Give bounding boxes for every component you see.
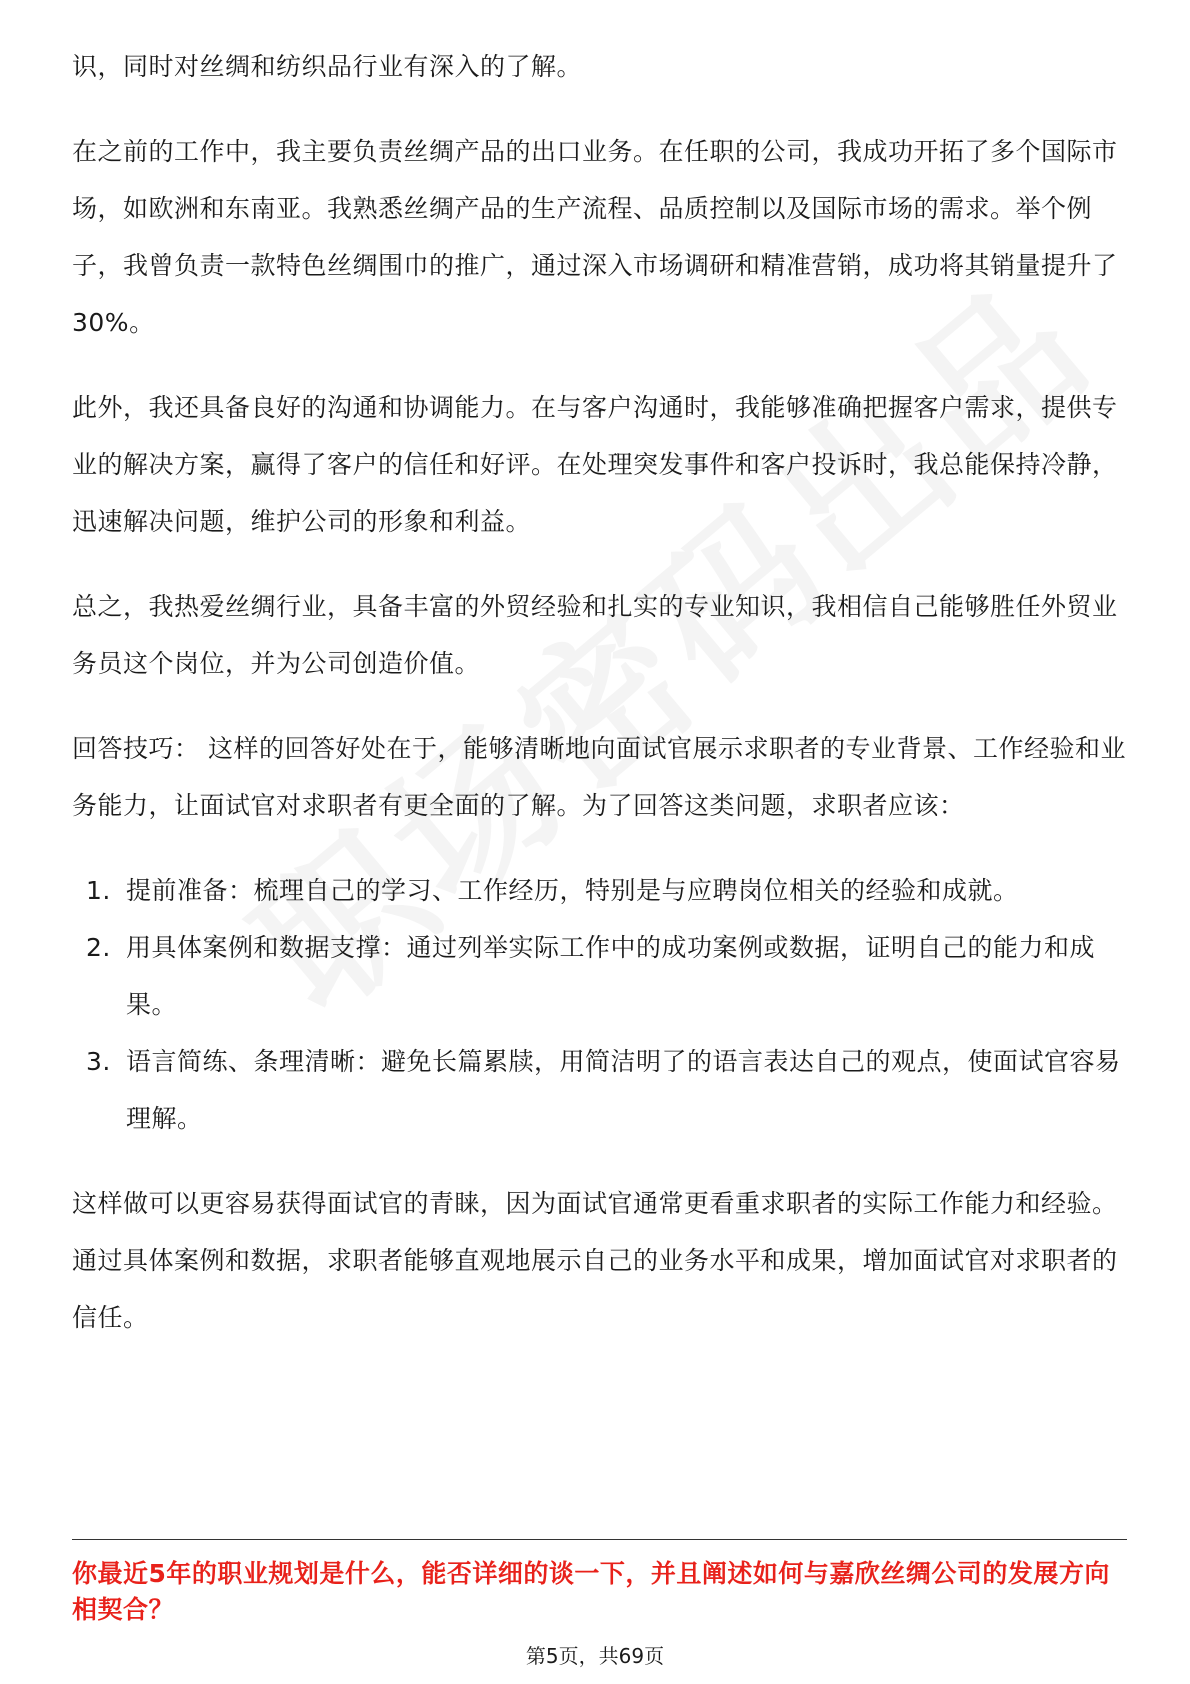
document-body bbox=[72, 38, 1127, 1374]
list-item bbox=[72, 919, 1127, 1033]
paragraph-intro-continuation: 识，同时对丝绸和纺织品行业有深入的了解。 bbox=[72, 52, 583, 81]
page-number-footer: 第5页，共69页 bbox=[525, 1644, 665, 1668]
paragraph-communication: 此外，我还具备良好的沟通和协调能力。在与客户沟通时，我能够准确把握客户需求，提供专业的解决方案，赢得了客户的信任和好评。在处理突发事件和客户投诉时，我总能保持冷静，迅速解决问题，维护公司的形象和利益。 bbox=[72, 393, 1118, 536]
list-item-text: 提前准备：梳理自己的学习、工作经历，特别是与应聘岗位相关的经验和成就。 bbox=[126, 876, 1019, 905]
paragraph-summary: 总之，我热爱丝绸行业，具备丰富的外贸经验和扎实的专业知识，我相信自己能够胜任外贸业务员这个岗位，并为公司创造价值。 bbox=[72, 592, 1118, 678]
paragraph-closing: 这样做可以更容易获得面试官的青睐，因为面试官通常更看重求职者的实际工作能力和经验。通过具体案例和数据，求职者能够直观地展示自己的业务水平和成果，增加面试官对求职者的信任。 bbox=[72, 1189, 1118, 1332]
paragraph-experience: 在之前的工作中，我主要负责丝绸产品的出口业务。在任职的公司，我成功开拓了多个国际市场，如欧洲和东南亚。我熟悉丝绸产品的生产流程、品质控制以及国际市场的需求。举个例子，我曾负责一款特色丝绸围巾的推广，通过深入市场调研和精准营销，成功将其销量提升了30%。 bbox=[72, 137, 1118, 337]
list-item-text: 语言简练、条理清晰：避免长篇累牍，用简洁明了的语言表达自己的观点，使面试官容易理解。 bbox=[126, 1047, 1121, 1133]
list-item-number: 1. bbox=[86, 876, 111, 905]
list-item-number: 3. bbox=[86, 1047, 111, 1076]
next-question-heading: 你最近5年的职业规划是什么，能否详细的谈一下，并且阐述如何与嘉欣丝绸公司的发展方向相契合？ bbox=[72, 1559, 1110, 1624]
section-divider bbox=[72, 1539, 1127, 1540]
list-item-number: 2. bbox=[86, 933, 111, 962]
list-item bbox=[72, 1033, 1127, 1147]
paragraph-answer-tips: 回答技巧： 这样的回答好处在于，能够清晰地向面试官展示求职者的专业背景、工作经验和业务能力，让面试官对求职者有更全面的了解。为了回答这类问题，求职者应该： bbox=[72, 734, 1126, 820]
list-item bbox=[72, 862, 1127, 919]
list-item-text: 用具体案例和数据支撑：通过列举实际工作中的成功案例或数据，证明自己的能力和成果。 bbox=[126, 933, 1096, 1019]
tips-list bbox=[72, 862, 1127, 1147]
